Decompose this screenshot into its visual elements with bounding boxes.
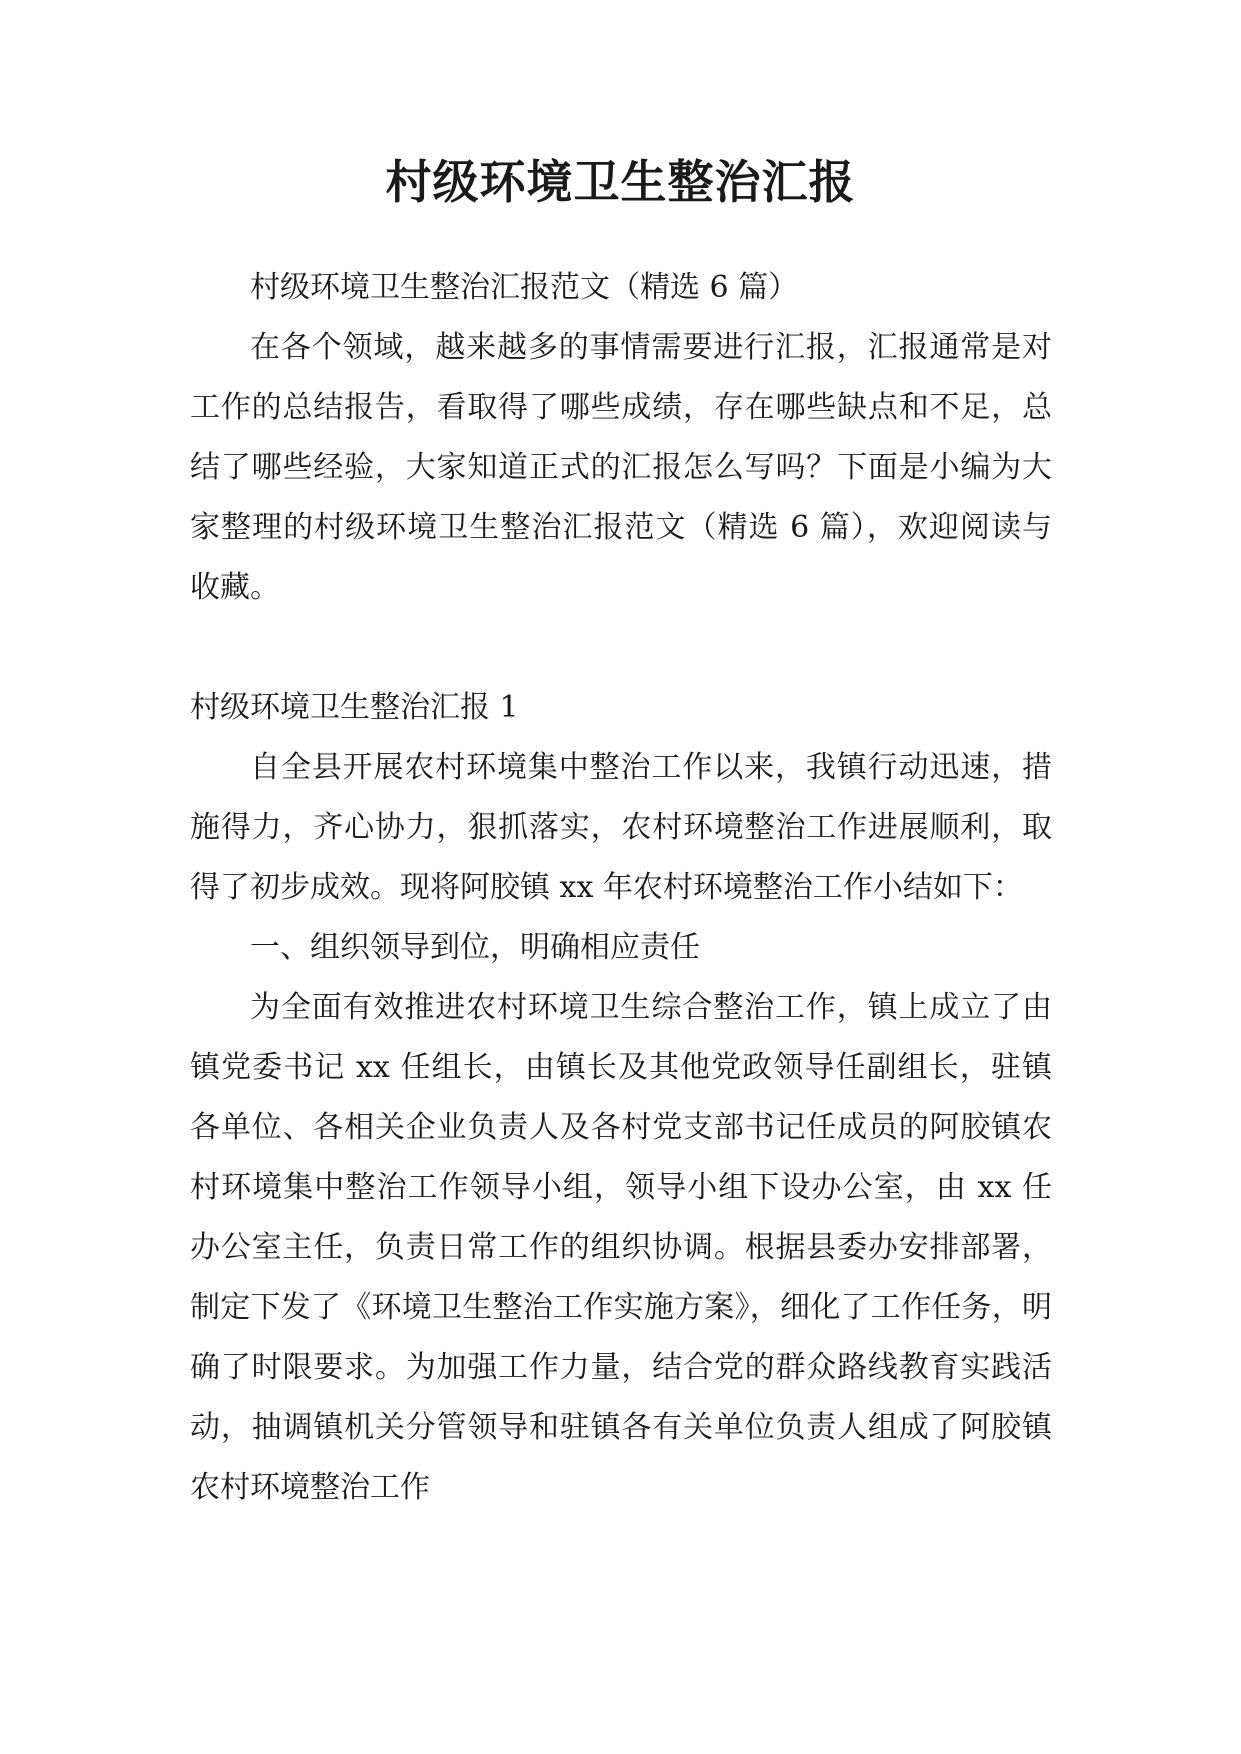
paragraph-spacer [190, 618, 1052, 678]
subheading-1: 一、组织领导到位，明确相应责任 [250, 930, 700, 965]
intro-paragraph: 在各个领域，越来越多的事情需要进行汇报，汇报通常是对工作的总结报告，看取得了哪些成绩，存在哪些缺点和不足，总结了哪些经验，大家知道正式的汇报怎么写吗？下面是小编为大家整理的村级环境卫生整治汇报范文（精选 6 篇），欢迎阅读与收藏。 [190, 330, 1052, 605]
section-heading: 村级环境卫生整治汇报 1 [190, 690, 519, 725]
document-subtitle: 村级环境卫生整治汇报范文（精选 6 篇） [250, 270, 799, 305]
document-body [190, 258, 1052, 1518]
section-paragraph-1: 自全县开展农村环境集中整治工作以来，我镇行动迅速，措施得力，齐心协力，狠抓落实，农村环境整治工作进展顺利，取得了初步成效。现将阿胶镇 xx 年农村环境整治工作小结如下： [190, 750, 1052, 905]
document-title: 村级环境卫生整治汇报 [385, 155, 856, 209]
section-paragraph-2: 为全面有效推进农村环境卫生综合整治工作，镇上成立了由镇党委书记 xx 任组长，由镇长及其他党政领导任副组长，驻镇各单位、各相关企业负责人及各村党支部书记任成员的阿胶镇农村环境集中整治工作领导小组，领导小组下设办公室，由 xx 任办公室主任，负责日常工作的组织协调。根据县委办安排部署，制定下发了《环境卫生整治工作实施方案》，细化了工作任务，明确了时限要求。为加强工作力量，结合党的群众路线教育实践活动，抽调镇机关分管领导和驻镇各有关单位负责人组成了阿胶镇农村环境整治工作 [190, 990, 1052, 1505]
